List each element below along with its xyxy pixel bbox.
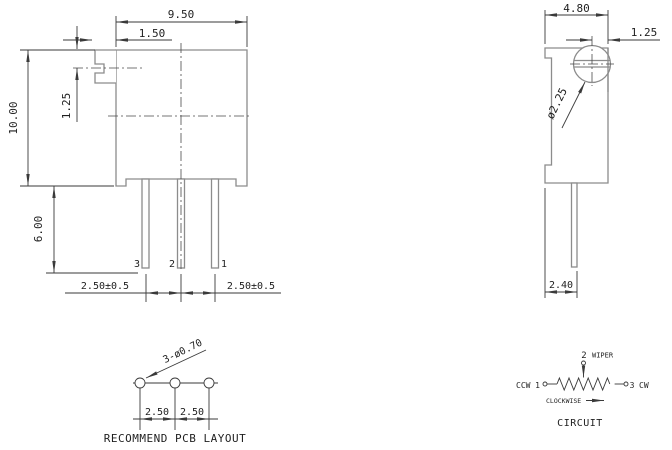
circuit-wiper-node — [582, 361, 586, 365]
pin-label-1: 1 — [221, 259, 228, 270]
front-adjuster-tab — [95, 50, 116, 83]
dim-front-pin-length: 6.00 — [32, 215, 45, 243]
dim-front-pitch-right: 2.50±0.5 — [226, 281, 276, 292]
ccw-label: CCW — [516, 381, 531, 390]
dim-front-slot-offset: 1.25 — [60, 92, 73, 120]
circuit-terminal-3-node — [624, 382, 628, 386]
dim-side-pin-offset: 2.40 — [548, 280, 574, 291]
dim-front-width: 9.50 — [167, 8, 195, 21]
dim-front-pitch-left: 2.50±0.5 — [80, 281, 130, 292]
pcb-hole-3 — [204, 378, 214, 388]
pcb-layout-caption: RECOMMEND PCB LAYOUT — [103, 432, 247, 445]
front-view — [7, 8, 281, 302]
wiper-label: WIPER — [592, 351, 614, 360]
wiper-number: 2 — [581, 351, 587, 361]
dim-pcb-pitch-left: 2.50 — [144, 407, 170, 418]
side-view — [544, 2, 660, 298]
dim-pcb-pitch-right: 2.50 — [179, 407, 205, 418]
front-pin-1 — [212, 179, 219, 268]
front-pin-3 — [142, 179, 149, 268]
circuit-terminal-1-node — [543, 382, 547, 386]
resistor-zigzag — [557, 378, 610, 390]
terminal-1-label: 1 — [535, 381, 540, 390]
dim-screw-diameter: ø2.25 — [543, 85, 570, 122]
clockwise-label: CLOCKWISE — [546, 397, 582, 405]
pcb-layout-view — [104, 338, 246, 445]
pin-label-3: 3 — [133, 259, 140, 270]
dim-front-offset: 1.50 — [138, 27, 166, 40]
dim-front-height: 10.00 — [7, 101, 20, 135]
circuit-caption: CIRCUIT — [557, 418, 603, 429]
circuit-view — [516, 351, 649, 429]
pcb-hole-callout: 3-ø0.70 — [161, 337, 205, 366]
pcb-hole-2 — [170, 378, 180, 388]
front-body-outline — [116, 50, 247, 186]
terminal-3-label: 3 — [629, 381, 635, 390]
dim-side-screw-offset: 1.25 — [630, 26, 658, 39]
pin-label-2: 2 — [168, 259, 175, 270]
side-pin — [572, 183, 578, 267]
cw-label: CW — [639, 381, 649, 390]
pcb-hole-1 — [135, 378, 145, 388]
dim-side-width: 4.80 — [563, 2, 590, 15]
